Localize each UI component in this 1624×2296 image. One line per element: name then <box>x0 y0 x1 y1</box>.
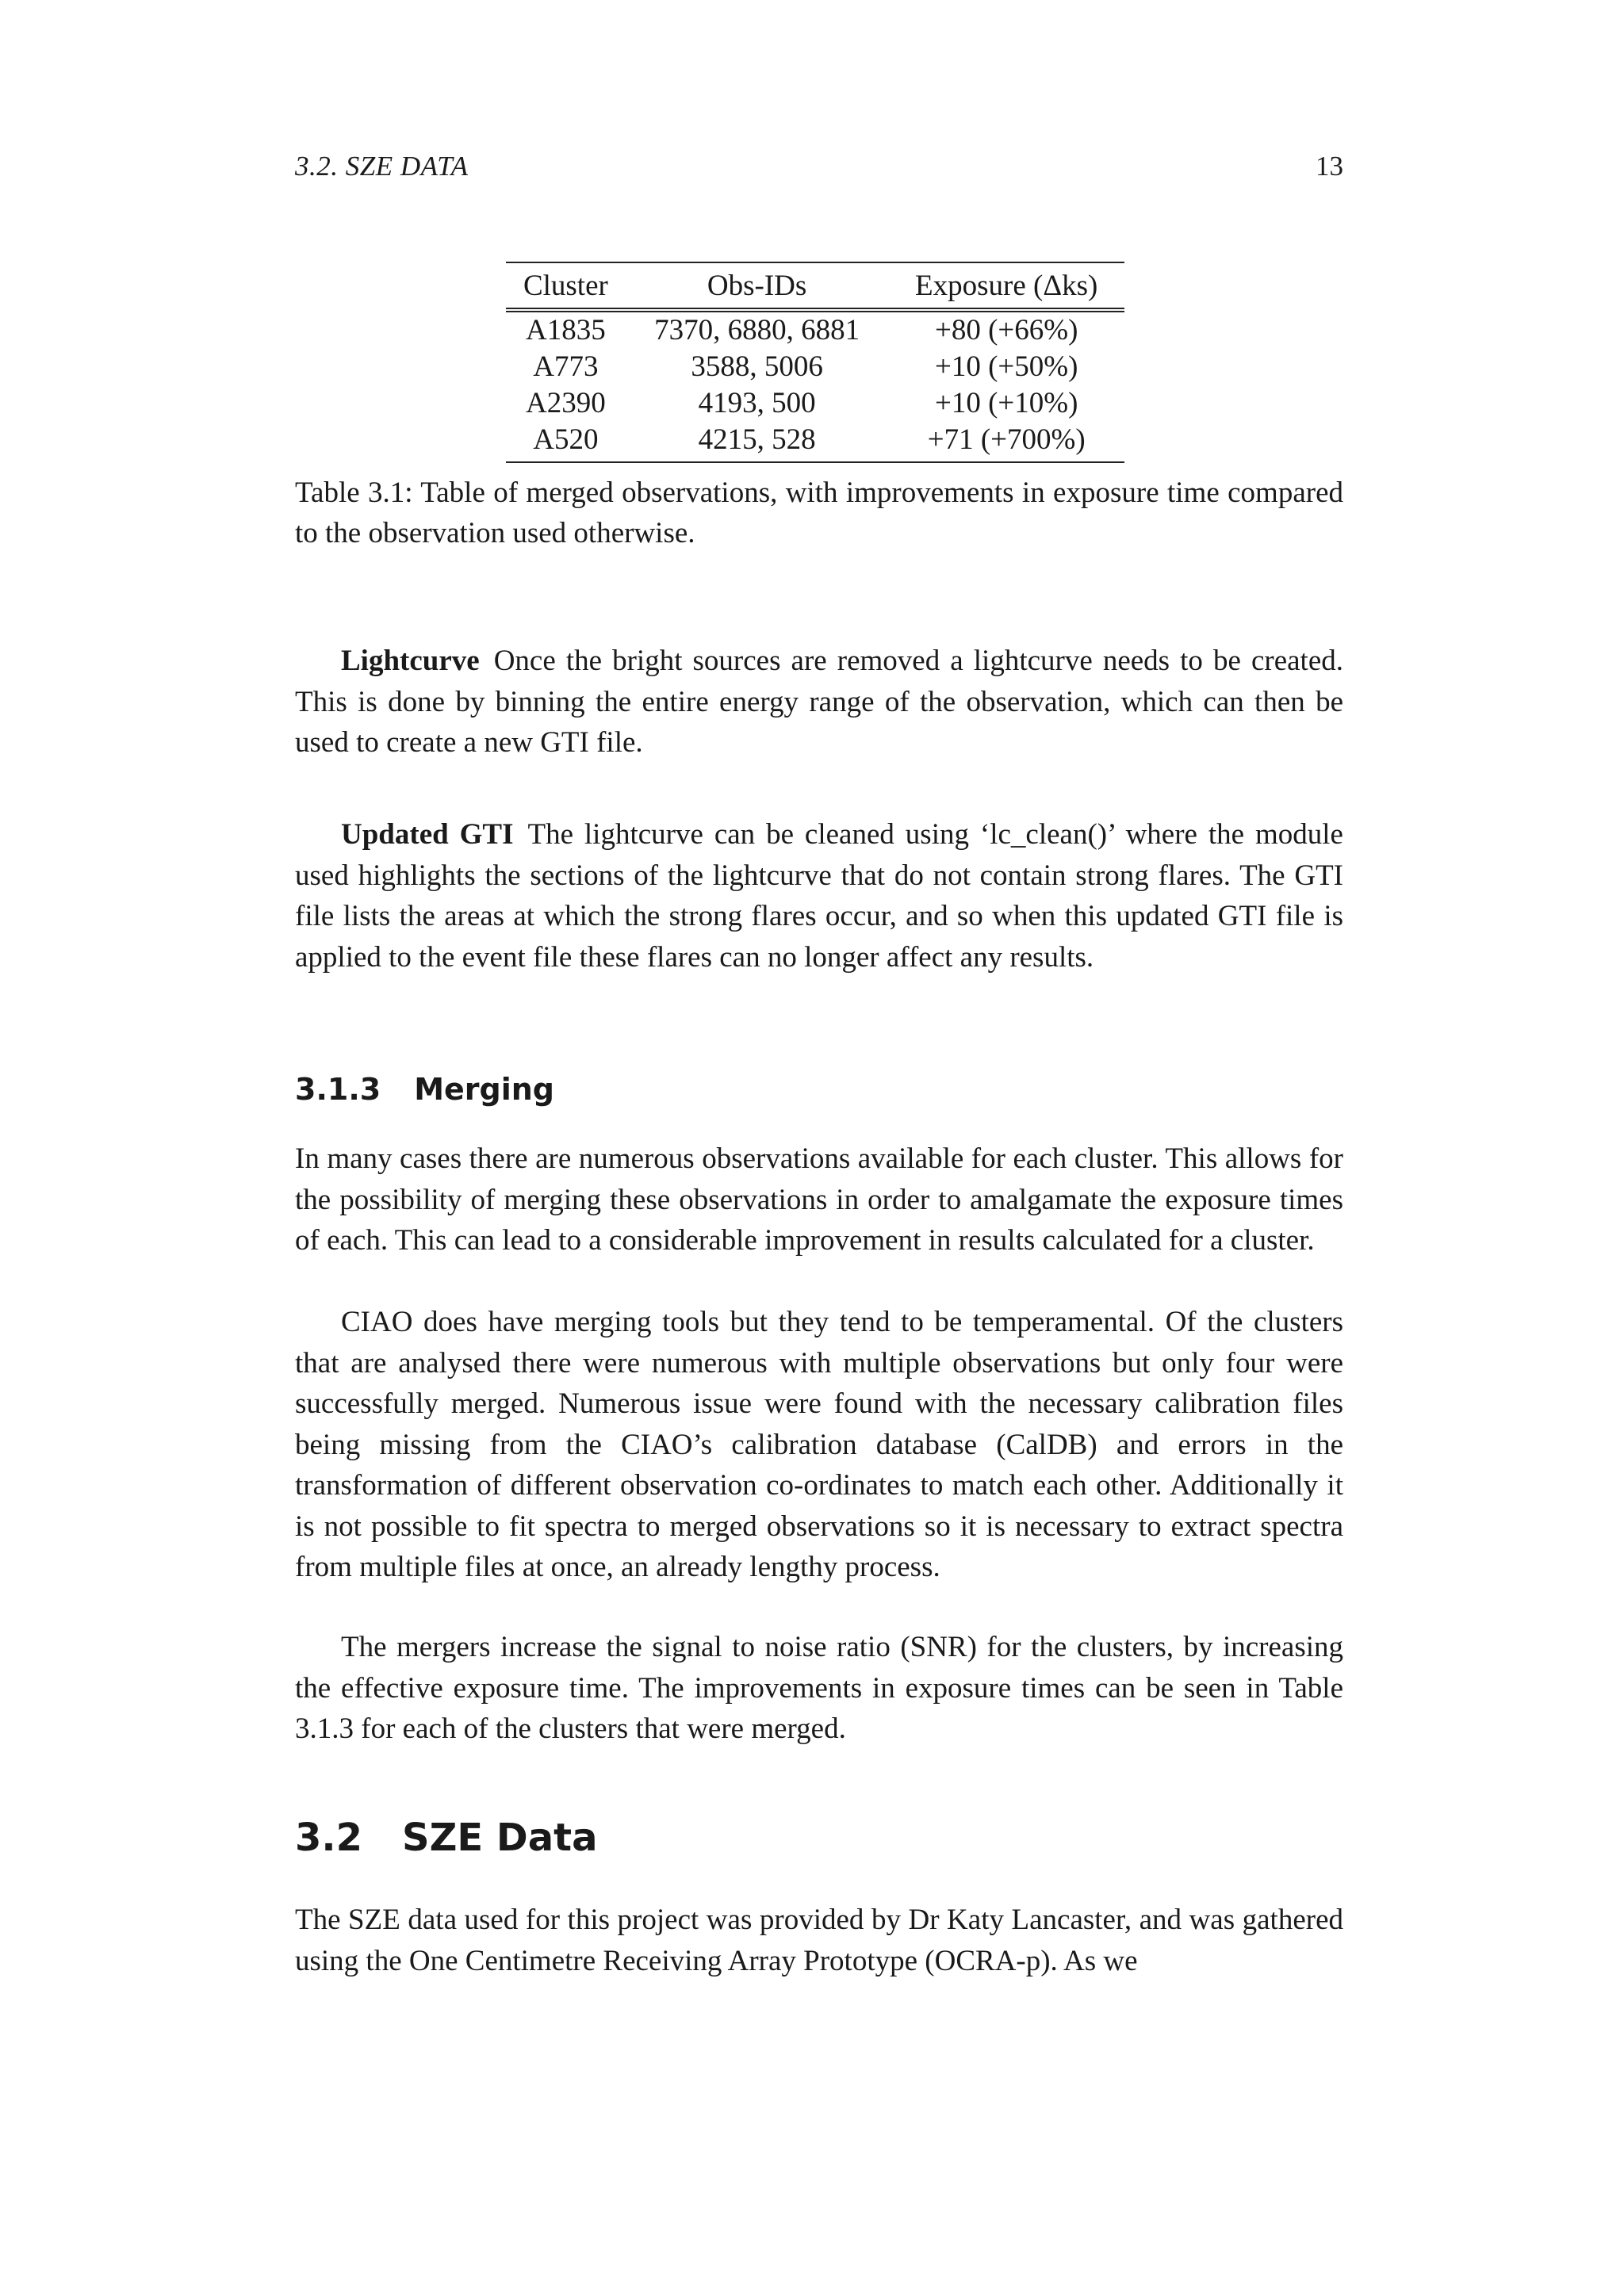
cell-cluster: A520 <box>506 422 626 462</box>
table-header-row <box>506 262 1124 310</box>
cell-obs-ids: 4215, 528 <box>626 422 889 462</box>
table-row <box>506 385 1124 422</box>
cell-exposure: +71 (+700%) <box>888 422 1124 462</box>
table-row <box>506 310 1124 349</box>
cell-exposure: +80 (+66%) <box>934 314 1078 346</box>
paragraph-text: The lightcurve can be cleaned using ‘lc_clean()’ where the module used highlights the sections of the lightcurve that do not contain strong flares. The GTI file lists the areas at which the strong flares occur, and so when this updated GTI file is applied to the event file these flares can no longer affect any results. <box>295 818 1343 974</box>
runin-heading-lightcurve: Lightcurve <box>341 645 480 677</box>
page-number: 13 <box>1316 151 1343 182</box>
cell-exposure: +10 (+50%) <box>934 350 1078 383</box>
merged-observations-table <box>506 262 1124 463</box>
cell-exposure: +10 (+10%) <box>934 387 1078 419</box>
cell-obs-ids: 7370, 6880, 6881 <box>654 314 860 346</box>
paragraph-lightcurve <box>295 641 1343 763</box>
table-caption: Table 3.1: Table of merged observations, with improvements in exposure time compared to the observation used otherwise. <box>295 476 1343 549</box>
running-head-section: 3.2. SZE DATA <box>295 151 469 182</box>
subsection-title: Merging <box>414 1072 555 1107</box>
paragraph-merging-1: In many cases there are numerous observations available for each cluster. This allows for the possibility of merging these observations in order to amalgamate the exposure times of each. This can lead to a considerable improvement in results calculated for a cluster. <box>295 1142 1343 1257</box>
cell-cluster: A2390 <box>526 387 606 419</box>
section-title: SZE Data <box>402 1816 598 1860</box>
cell-cluster: A773 <box>533 350 599 383</box>
subsection-number: 3.1.3 <box>295 1072 381 1107</box>
paragraph-updated-gti <box>295 814 1343 978</box>
table-row <box>506 422 1124 462</box>
column-header-exposure: Exposure (Δks) <box>888 262 1124 310</box>
paragraph-merging-2: CIAO does have merging tools but they tend to be temperamental. Of the clusters that are analysed there were numerous with multiple observations but only four were successfully merged. Numerous issue were found with the necessary calibration files being missing from the CIAO’s calibration database (CalDB) and errors in the transformation of different observation co-ordinates to match each other. Additionally it is not possible to fit spectra to merged observations so it is necessary to extract spectra from multiple files at once, an already lengthy process. <box>295 1306 1343 1583</box>
cell-obs-ids: 4193, 500 <box>698 387 816 419</box>
runin-heading-updated-gti: Updated GTI <box>341 818 514 851</box>
section-number: 3.2 <box>295 1816 363 1860</box>
paragraph-text: Once the bright sources are removed a lightcurve needs to be created. This is done by binning the entire energy range of the observation, which can then be used to create a new GTI file. <box>295 645 1343 759</box>
cell-cluster: A1835 <box>526 314 606 346</box>
section-heading-sze-data <box>295 1816 597 1860</box>
cell-obs-ids: 3588, 5006 <box>691 350 823 383</box>
column-header-obs-ids: Obs-IDs <box>626 262 889 310</box>
subsection-heading-merging <box>295 1072 554 1107</box>
paragraph-sze-1: The SZE data used for this project was provided by Dr Katy Lancaster, and was gathered using the One Centimetre Receiving Array Prototype (OCRA-p). As we <box>295 1904 1343 1977</box>
table-row <box>506 349 1124 385</box>
paragraph-merging-3: The mergers increase the signal to noise ratio (SNR) for the clusters, by increasing the effective exposure time. The improvements in exposure times can be seen in Table 3.1.3 for each of the clusters that were merged. <box>295 1631 1343 1745</box>
running-head <box>295 151 1343 190</box>
column-header-cluster: Cluster <box>506 262 626 310</box>
